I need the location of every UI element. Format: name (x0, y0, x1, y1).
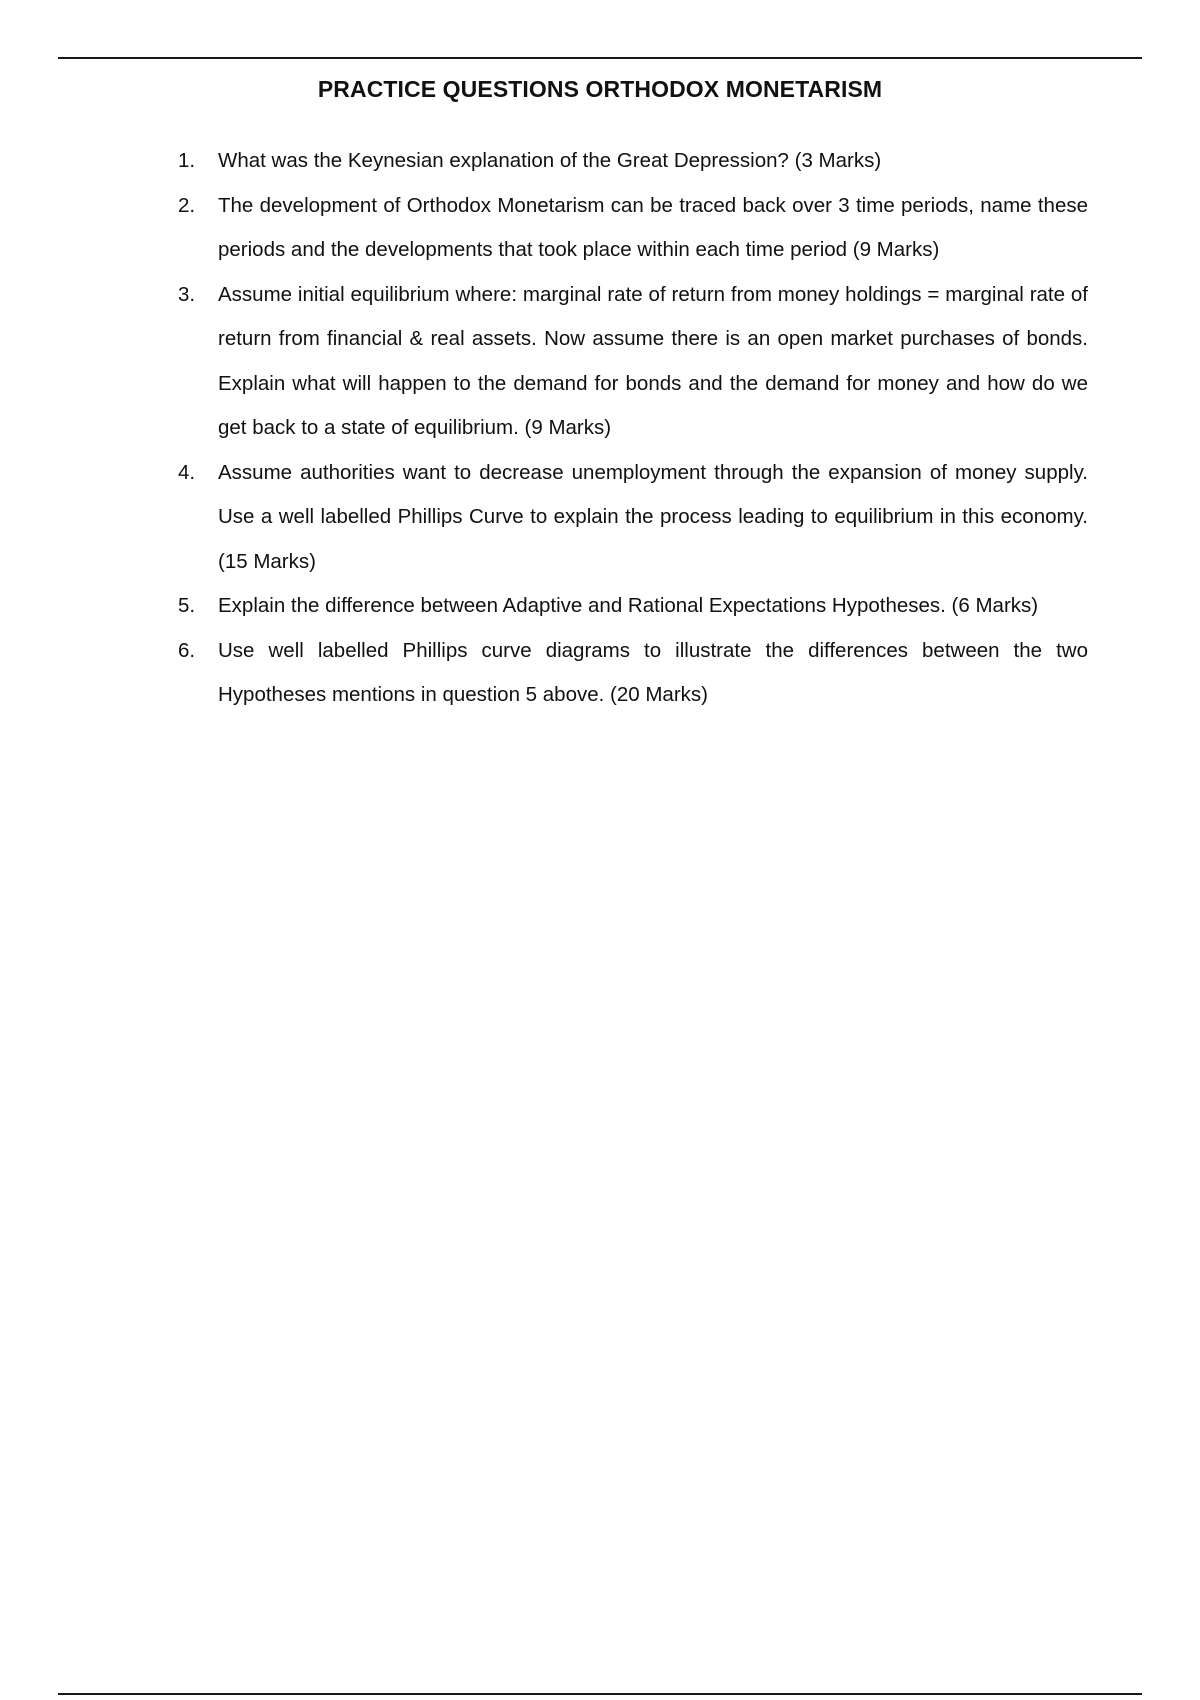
question-list (178, 139, 1088, 718)
question-text: Use well labelled Phillips curve diagrams to illustrate the differences between the two Hypotheses mentions in question 5 above. (20 Marks) (218, 638, 1088, 706)
question-number: 5. (178, 594, 196, 617)
question-number: 4. (178, 460, 196, 484)
question-item-3 (178, 273, 1088, 451)
question-text: What was the Keynesian explanation of the Great Depression? (3 Marks) (218, 149, 882, 172)
bottom-rule (58, 1693, 1142, 1695)
question-text: Assume initial equilibrium where: marginal rate of return from money holdings = marginal rate of return from financial & real assets. Now assume there is an open market purchases of bonds. Explain what will happen to the demand for bonds and the demand for money and how do we get back to a state of equilibrium. (9 Marks) (218, 282, 1088, 439)
question-item-6 (178, 629, 1088, 718)
question-item-1 (178, 139, 1088, 184)
question-item-2 (178, 184, 1088, 273)
page-title: PRACTICE QUESTIONS ORTHODOX MONETARISM (317, 76, 883, 102)
question-text: Explain the difference between Adaptive and Rational Expectations Hypotheses. (6 Marks) (218, 594, 1039, 617)
question-item-5 (178, 584, 1088, 629)
question-number: 6. (178, 638, 196, 662)
question-number: 2. (178, 193, 196, 217)
question-number: 1. (178, 149, 196, 172)
question-item-4 (178, 451, 1088, 585)
question-number: 3. (178, 282, 196, 306)
question-text: Assume authorities want to decrease unemployment through the expansion of money supply. Use a well labelled Phillips Curve to explain the process leading to equilibrium in this economy. (15 Marks) (218, 460, 1088, 573)
question-text: The development of Orthodox Monetarism can be traced back over 3 time periods, name these periods and the developments that took place within each time period (9 Marks) (218, 193, 1088, 261)
top-rule (58, 57, 1142, 59)
